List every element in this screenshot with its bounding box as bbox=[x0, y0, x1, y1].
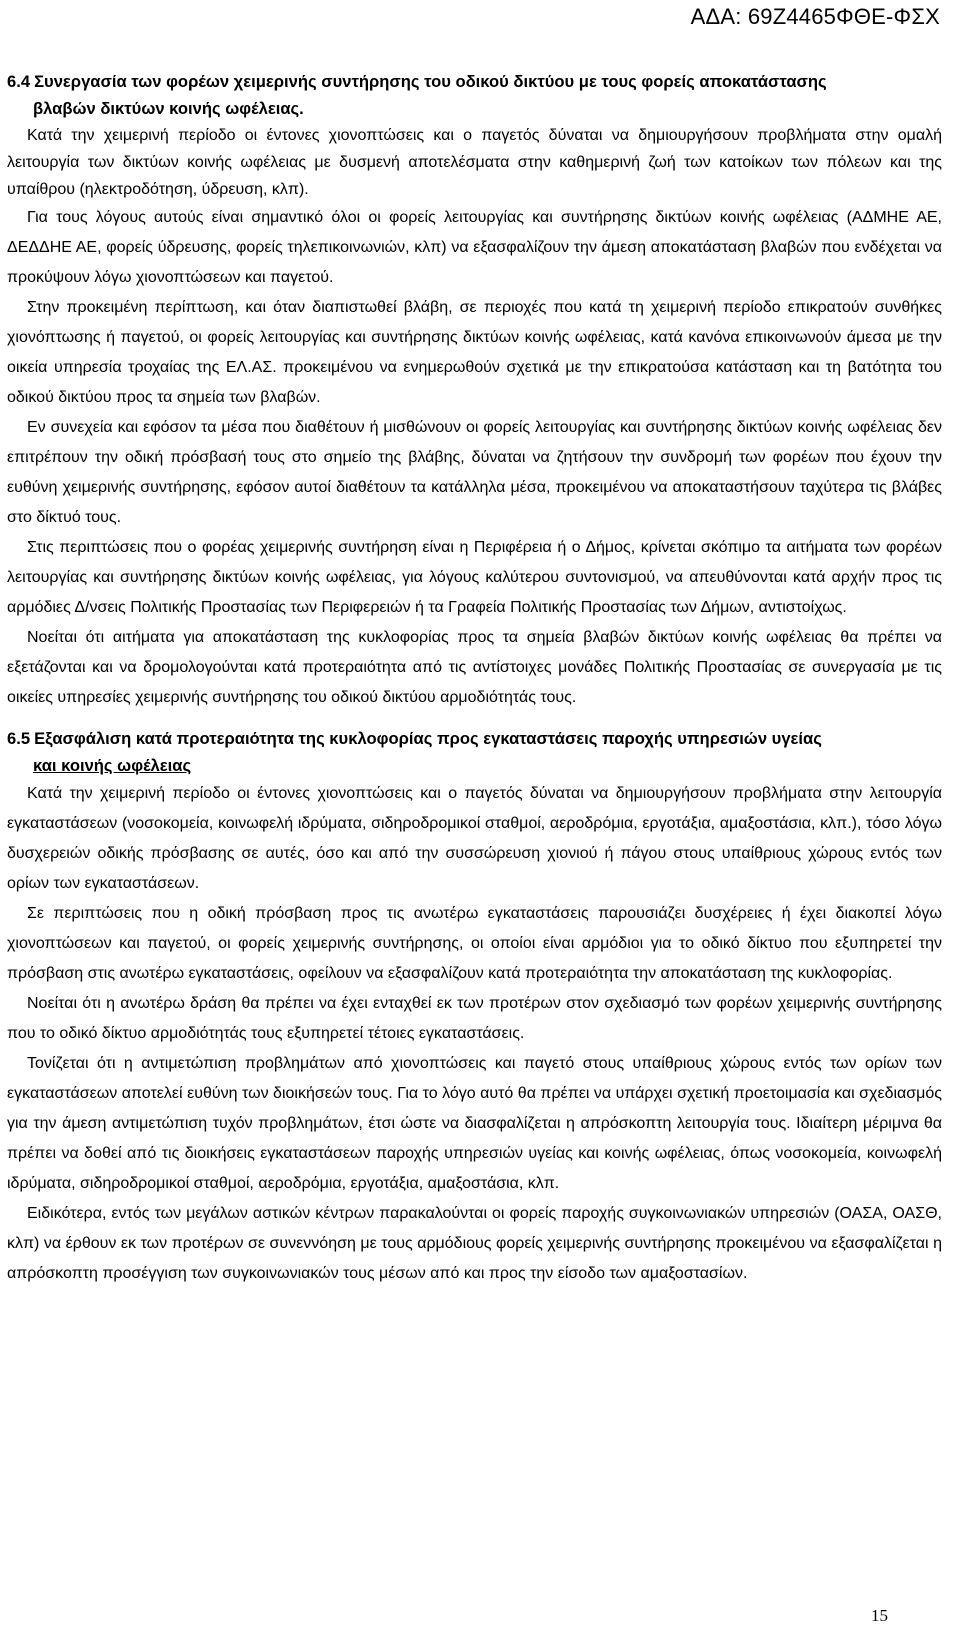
section-number: 6.5 bbox=[7, 729, 31, 748]
section-title-line1: Συνεργασία των φορέων χειμερινής συντήρησης του οδικού δικτύου με τους φορείς αποκατάστασης bbox=[34, 72, 827, 91]
page-number: 15 bbox=[871, 1606, 888, 1625]
paragraph: Ειδικότερα, εντός των μεγάλων αστικών κέντρων παρακαλούνται οι φορείς παροχής συγκοινωνιακών υπηρεσιών (ΟΑΣΑ, ΟΑΣΘ, κλπ) να έρθουν εκ των προτέρων σε συνεννόηση με τους αρμόδιους φορείς χειμερινής συντήρησης προκειμένου να εξασφαλίζεται η απρόσκοπτη προσέγγιση των συγκοινωνιακών τους μέσων από και προς την είσοδο των αμαξοστασίων. bbox=[7, 1205, 942, 1282]
section-number: 6.4 bbox=[7, 72, 31, 91]
section-title-line1: Εξασφάλιση κατά προτεραιότητα της κυκλοφορίας προς εγκαταστάσεις παροχής υπηρεσιών υγείας bbox=[34, 729, 822, 748]
ada-header: ΑΔΑ: 69Ζ4465ΦΘΕ-ΦΣΧ bbox=[690, 4, 940, 29]
section-title-line2: και κοινής ωφέλειας bbox=[33, 756, 192, 775]
paragraph: Εν συνεχεία και εφόσον τα μέσα που διαθέτουν ή μισθώνουν οι φορείς λειτουργίας και συντήρησης δικτύων κοινής ωφέλειας δεν επιτρέπουν την οδική πρόσβασή τους στο σημείο της βλάβης, δύναται να ζητήσουν την συνδρομή των φορέων που έχουν την ευθύνη χειμερινής συντήρησης, εφόσον αυτοί διαθέτουν τα κατάλληλα μέσα, προκειμένου να αποκαταστήσουν ταχύτερα τις βλάβες στο δίκτυό τους. bbox=[7, 419, 942, 526]
section-title-line2: βλαβών δικτύων κοινής ωφέλειας. bbox=[33, 99, 304, 118]
section-heading-6-4 bbox=[7, 68, 942, 122]
document-body bbox=[7, 68, 942, 1289]
paragraph: Στις περιπτώσεις που ο φορέας χειμερινής συντήρηση είναι η Περιφέρεια ή ο Δήμος, κρίνεται σκόπιμο τα αιτήματα των φορέων λειτουργίας και συντήρησης δικτύων κοινής ωφέλειας, για λόγους καλύτερου συντονισμού, να απευθύνονται κατά αρχήν προς τις αρμόδιες Δ/νσεις Πολιτικής Προστασίας των Περιφερειών ή τα Γραφεία Πολιτικής Προστασίας των Δήμων, αντιστοίχως. bbox=[7, 539, 942, 616]
paragraph: Τονίζεται ότι η αντιμετώπιση προβλημάτων από χιονοπτώσεις και παγετό στους υπαίθριους χώρους εντός των ορίων των εγκαταστάσεων αποτελεί ευθύνη των διοικήσεών τους. Για το λόγο αυτό θα πρέπει να υπάρχει σχετική προετοιμασία και σχεδιασμός για την άμεση αντιμετώπιση τυχόν προβλημάτων, έτσι ώστε να διασφαλίζεται η απρόσκοπτη λειτουργία τους. Ιδιαίτερη μέριμνα θα πρέπει να δοθεί από τις διοικήσεις εγκαταστάσεων παροχής υπηρεσιών υγείας και κοινής ωφέλειας, όπως νοσοκομεία, κοινωφελή ιδρύματα, σιδηροδρομικοί σταθμοί, αεροδρόμια, εργοτάξια, αμαξοστάσια, κλπ. bbox=[7, 1055, 942, 1192]
paragraph: Νοείται ότι η ανωτέρω δράση θα πρέπει να έχει ενταχθεί εκ των προτέρων στον σχεδιασμό των φορέων χειμερινής συντήρησης που το οδικό δίκτυο αρμοδιότητάς τους εξυπηρετεί τέτοιες εγκαταστάσεις. bbox=[7, 995, 942, 1042]
paragraph: Νοείται ότι αιτήματα για αποκατάσταση της κυκλοφορίας προς τα σημεία βλαβών δικτύων κοινής ωφέλειας θα πρέπει να εξετάζονται και να δρομολογούνται κατά προτεραιότητα από τις αντίστοιχες μονάδες Πολιτικής Προστασίας σε συνεργασία με τις οικείες υπηρεσίες χειμερινής συντήρησης του οδικού δικτύου αρμοδιότητάς τους. bbox=[7, 629, 942, 706]
paragraph: Κατά την χειμερινή περίοδο οι έντονες χιονοπτώσεις και ο παγετός δύναται να δημιουργήσουν προβλήματα στην λειτουργία εγκαταστάσεων (νοσοκομεία, κοινωφελή ιδρύματα, σιδηροδρομικοί σταθμοί, αεροδρόμια, εργοτάξια, αμαξοστάσια, κλπ.), τόσο λόγω δυσχερειών οδικής πρόσβασης σε αυτές, όσο και από την συσσώρευση χιονιού ή πάγου στους υπαίθριους χώρους εντός των ορίων των εγκαταστάσεων. bbox=[7, 785, 942, 892]
paragraph: Στην προκειμένη περίπτωση, και όταν διαπιστωθεί βλάβη, σε περιοχές που κατά τη χειμερινή περίοδο επικρατούν συνθήκες χιονόπτωσης ή παγετού, οι φορείς λειτουργίας και συντήρησης δικτύων κοινής ωφέλειας, κατά κανόνα επικοινωνούν άμεσα με την οικεία υπηρεσία τροχαίας της ΕΛ.ΑΣ. προκειμένου να ενημερωθούν σχετικά με την επικρατούσα κατάσταση και τη βατότητα του οδικού δικτύου προς τα σημεία των βλαβών. bbox=[7, 299, 942, 406]
paragraph: Κατά την χειμερινή περίοδο οι έντονες χιονοπτώσεις και ο παγετός δύναται να δημιουργήσουν προβλήματα στην ομαλή λειτουργία των δικτύων κοινής ωφέλειας με δυσμενή αποτελέσματα στην καθημερινή ζωή των κατοίκων των πόλεων και της υπαίθρου (ηλεκτροδότηση, ύδρευση, κλπ). bbox=[7, 127, 942, 198]
paragraph: Σε περιπτώσεις που η οδική πρόσβαση προς τις ανωτέρω εγκαταστάσεις παρουσιάζει δυσχέρειες ή έχει διακοπεί λόγω χιονοπτώσεων και παγετού, οι φορείς χειμερινής συντήρησης, οι οποίοι είναι αρμόδιοι για το οδικό δίκτυο που εξυπηρετεί την πρόσβαση στις ανωτέρω εγκαταστάσεις, οφείλουν να εξασφαλίζουν κατά προτεραιότητα την αποκατάσταση της κυκλοφορίας. bbox=[7, 905, 942, 982]
section-heading-6-5 bbox=[7, 725, 942, 779]
paragraph: Για τους λόγους αυτούς είναι σημαντικό όλοι οι φορείς λειτουργίας και συντήρησης δικτύων κοινής ωφέλειας (ΑΔΜΗΕ ΑΕ, ΔΕΔΔΗΕ ΑΕ, φορείς ύδρευσης, φορείς τηλεπικοινωνιών, κλπ) να εξασφαλίζουν την άμεση αποκατάσταση βλαβών που ενδέχεται να προκύψουν λόγω χιονοπτώσεων και παγετού. bbox=[7, 209, 942, 286]
